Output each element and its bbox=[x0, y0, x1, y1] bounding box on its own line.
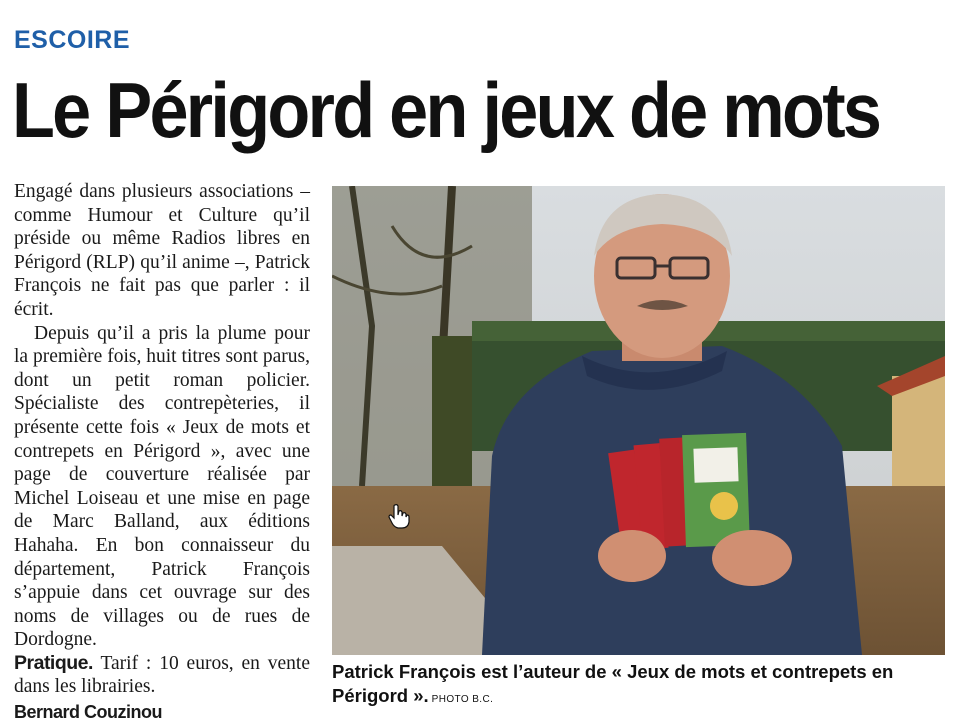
article-photo bbox=[332, 186, 945, 655]
rubric-label: ESCOIRE bbox=[14, 26, 131, 54]
article-paragraph: Engagé dans plusieurs associations – comme Humour et Culture qu’il préside ou même Radios libres en Périgord (RLP) qu’il anime –, Patrick François ne fait pas que parler : il écrit. bbox=[14, 181, 310, 320]
hand-pointer-icon bbox=[388, 503, 410, 529]
photo-credit: PHOTO B.C. bbox=[431, 694, 494, 705]
practical-text: Tarif : 10 euros, en vente dans les librairies. bbox=[14, 652, 310, 698]
practical-label: Pratique. bbox=[14, 651, 93, 674]
caption-text: Patrick François est l’auteur de « Jeux de mots et contrepets en Périgord ». bbox=[332, 661, 894, 706]
article-body bbox=[14, 180, 310, 725]
practical-info bbox=[14, 652, 310, 699]
photo-caption bbox=[332, 660, 952, 712]
article-paragraph: Depuis qu’il a pris la plume pour la première fois, huit titres sont parus, dont un petit roman policier. Spécialiste des contrepèteries, il présente cette fois « Jeux de mots et contrepets en Périgord », avec une page de couverture réalisée par Michel Loiseau et une mise en page de Marc Balland, aux éditions Hahaha. En bon connaisseur du département, Patrick François s’appuie dans cet ouvrage sur des noms de villages ou de rues de Dordogne. bbox=[14, 322, 310, 651]
headline: Le Périgord en jeux de mots bbox=[12, 66, 880, 154]
byline: Bernard Couzinou bbox=[14, 702, 162, 723]
